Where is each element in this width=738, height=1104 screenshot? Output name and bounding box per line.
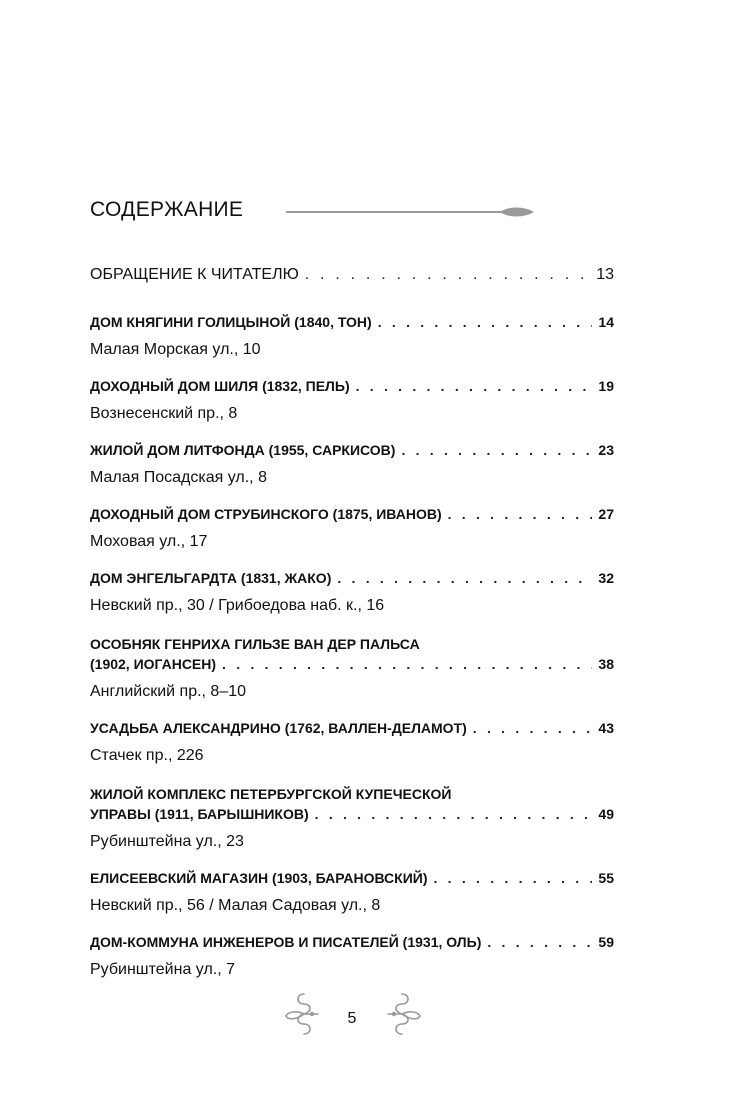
dot-leader	[434, 870, 593, 886]
toc-page-number: 55	[598, 870, 614, 886]
toc-entry-heading-line1: ЖИЛОЙ КОМПЛЕКС ПЕТЕРБУРГСКОЙ КУПЕЧЕСКОЙ	[90, 786, 452, 802]
toc-entry-address: Малая Посадская ул., 8	[90, 469, 267, 486]
toc-entry-heading: УСАДЬБА АЛЕКСАНДРИНО (1762, ВАЛЛЕН-ДЕЛАМОТ)	[90, 720, 467, 736]
toc-entry-heading: ДОМ ЭНГЕЛЬГАРДТА (1831, ЖАКО)	[90, 570, 332, 586]
toc-entry-line	[90, 314, 614, 334]
toc-entry-heading: УПРАВЫ (1911, БАРЫШНИКОВ)	[90, 806, 309, 822]
dot-leader	[337, 570, 592, 586]
toc-page-number: 32	[598, 570, 614, 586]
toc-page-number: 43	[598, 720, 614, 736]
toc-entry-heading: ОБРАЩЕНИЕ К ЧИТАТЕЛЮ	[90, 266, 299, 283]
toc-entry-line	[90, 870, 614, 890]
toc-entry[interactable]	[90, 506, 614, 570]
dot-leader	[315, 806, 593, 822]
toc-entry-address: Стачек пр., 226	[90, 747, 204, 764]
toc-entry-address: Английский пр., 8–10	[90, 683, 247, 700]
dot-leader	[356, 378, 593, 394]
page-number: 5	[347, 1010, 357, 1027]
toc-entry-line	[90, 442, 614, 462]
toc-entry[interactable]	[90, 314, 614, 378]
flourish-right-icon	[384, 990, 424, 1038]
toc-entry[interactable]	[90, 378, 614, 442]
table-of-contents	[90, 266, 614, 998]
toc-entry-heading: ЖИЛОЙ ДОМ ЛИТФОНДА (1955, САРКИСОВ)	[90, 442, 396, 458]
dot-leader	[487, 934, 592, 950]
toc-entry-heading: ДОМ-КОММУНА ИНЖЕНЕРОВ И ПИСАТЕЛЕЙ (1931, ОЛЬ)	[90, 934, 482, 950]
toc-entry-address: Рубинштейна ул., 23	[90, 833, 244, 850]
toc-page-number: 38	[598, 656, 614, 672]
toc-entry-foreword[interactable]	[90, 266, 614, 314]
toc-entry[interactable]	[90, 442, 614, 506]
dot-leader	[401, 442, 592, 458]
toc-page-number: 13	[596, 266, 614, 283]
toc-entry-heading: ДОХОДНЫЙ ДОМ ШИЛЯ (1832, ПЕЛЬ)	[90, 378, 350, 394]
toc-header	[90, 198, 540, 228]
toc-entry-address: Малая Морская ул., 10	[90, 341, 261, 358]
toc-entry-line	[90, 266, 614, 286]
toc-entry-heading-line1: ОСОБНЯК ГЕНРИХА ГИЛЬЗЕ ВАН ДЕР ПАЛЬСА	[90, 636, 420, 652]
flourish-left-icon	[282, 990, 322, 1038]
toc-entry[interactable]	[90, 784, 614, 870]
toc-page-number: 14	[598, 314, 614, 330]
toc-entry-heading: ЕЛИСЕЕВСКИЙ МАГАЗИН (1903, БАРАНОВСКИЙ)	[90, 870, 428, 886]
toc-entry-heading: ДОМ КНЯГИНИ ГОЛИЦЫНОЙ (1840, ТОН)	[90, 314, 372, 330]
toc-entry[interactable]	[90, 570, 614, 634]
dot-leader	[448, 506, 593, 522]
dot-leader	[305, 266, 590, 284]
toc-entry-line	[90, 806, 614, 826]
page-title: СОДЕРЖАНИЕ	[90, 198, 244, 221]
toc-entry-line	[90, 570, 614, 590]
toc-entry-address: Невский пр., 56 / Малая Садовая ул., 8	[90, 897, 381, 914]
toc-entry[interactable]	[90, 870, 614, 934]
toc-entry-heading: ДОХОДНЫЙ ДОМ СТРУБИНСКОГО (1875, ИВАНОВ)	[90, 506, 442, 522]
toc-entry[interactable]	[90, 634, 614, 720]
toc-entry-address: Невский пр., 30 / Грибоедова наб. к., 16	[90, 597, 385, 614]
page-footer	[0, 990, 738, 1046]
title-rule-ornament	[286, 203, 536, 221]
toc-entry-line	[90, 378, 614, 398]
toc-page-number: 19	[598, 378, 614, 394]
toc-page-number: 49	[598, 806, 614, 822]
toc-entry-line	[90, 934, 614, 954]
toc-entry[interactable]	[90, 720, 614, 784]
toc-page-number: 27	[598, 506, 614, 522]
toc-entry[interactable]	[90, 934, 614, 998]
dot-leader	[222, 656, 592, 672]
dot-leader	[378, 314, 593, 330]
toc-entry-address: Вознесенский пр., 8	[90, 405, 238, 422]
toc-entry-line	[90, 720, 614, 740]
toc-entry-address: Рубинштейна ул., 7	[90, 961, 236, 978]
toc-page-number: 59	[598, 934, 614, 950]
toc-entry-line	[90, 506, 614, 526]
dot-leader	[473, 720, 593, 736]
toc-entry-line	[90, 656, 614, 676]
toc-entry-address: Моховая ул., 17	[90, 533, 208, 550]
toc-page-number: 23	[598, 442, 614, 458]
toc-entry-heading: (1902, ИОГАНСЕН)	[90, 656, 217, 672]
